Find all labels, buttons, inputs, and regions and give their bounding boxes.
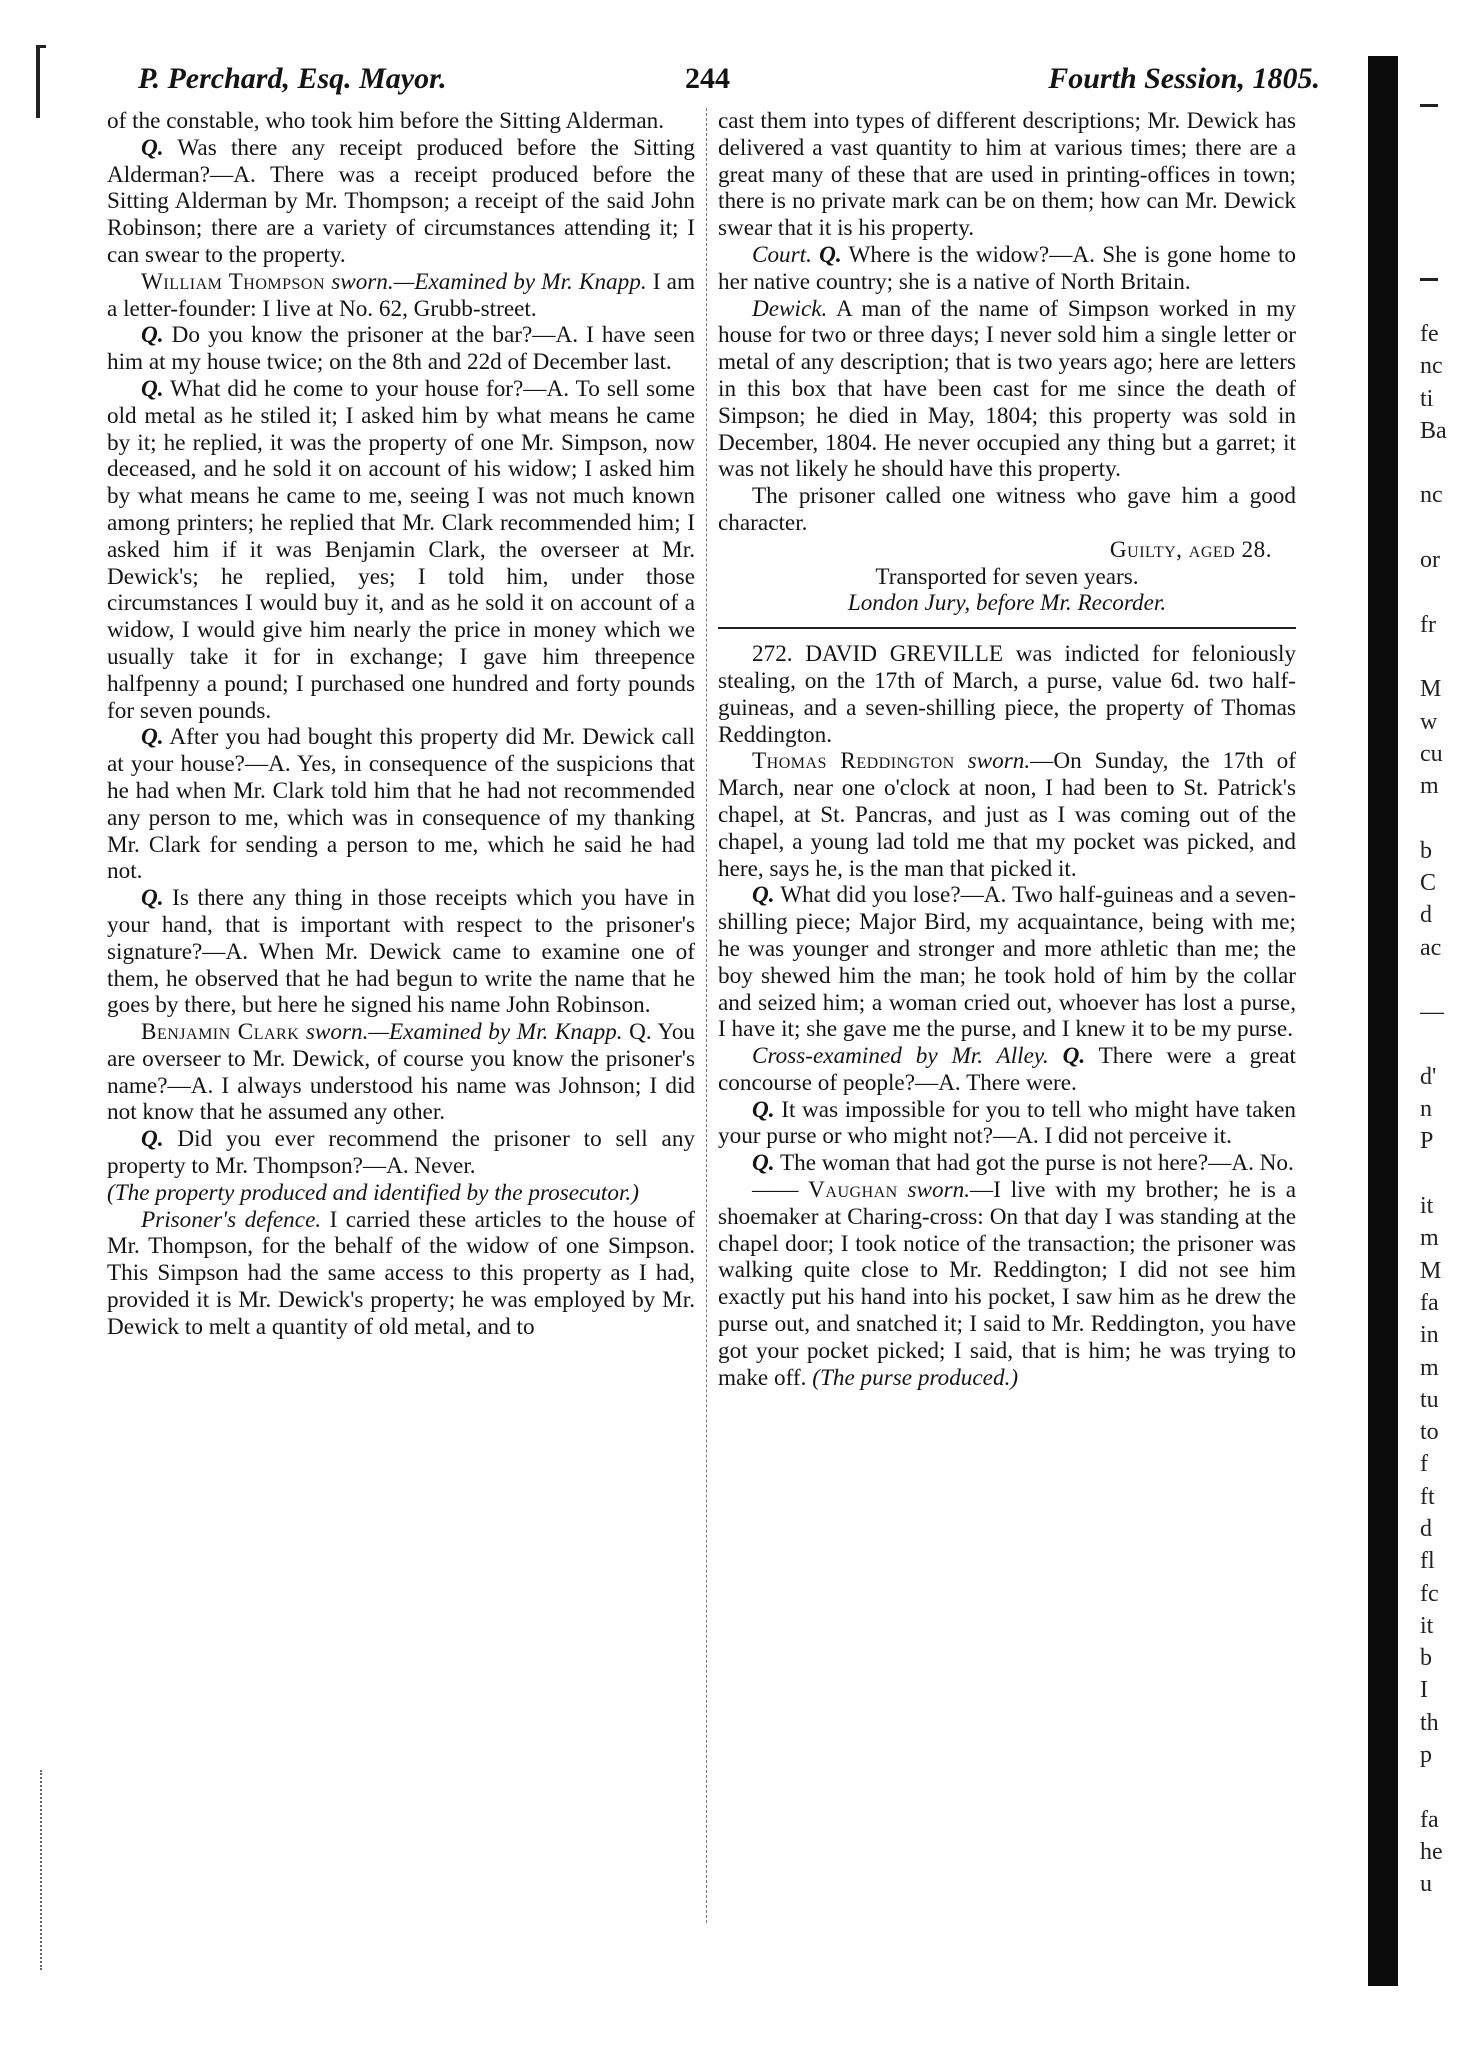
edge-fragment: nc [1420,482,1443,509]
sworn-label: sworn.—Examined by Mr. Knapp. [331,268,647,295]
question-mark-label: Q. [141,134,164,161]
speaker-label: Dewick. [752,295,828,322]
paragraph-text: There were a great concourse of people?—A. There were. [718,1043,1296,1096]
paragraph [718,1043,1296,1097]
paragraph [107,322,695,376]
paragraph [718,1150,1296,1177]
verdict: Guilty, aged 28. [1109,536,1272,563]
paragraph [718,108,1296,242]
sworn-label: sworn.—Examined by Mr. Knapp. [305,1019,623,1046]
question-mark-label: Q. [752,1150,775,1177]
edge-fragment: b [1420,1645,1432,1672]
name-dash: —— [752,1177,799,1204]
paragraph [718,483,1296,537]
paragraph-text: What did he come to your house for?—A. To sell some old metal as he stiled it; I asked him by what means he came by it; he replied, it was the property of one Mr. Simpson, now deceased, and he sold it on account of his widow; I asked him by what means he came to me, seeing I was not much known among printers; he replied that Mr. Clark recommended him; I asked him if it was Benjamin Clark, the overseer at Mr. Dewick's; he replied, yes; I told him, under those circumstances I would buy it, and as he sold it on account of a widow, I would give him nearly the price in money which we usually take it for in exchange; I gave him threepence halfpenny a pound; I purchased one hundred and forty pounds for seven pounds. [107,375,695,724]
case-divider [718,627,1296,629]
edge-fragment [1420,576,1457,608]
edge-fragment [1420,802,1457,834]
paragraph-text: Do you know the prisoner at the bar?—A. I have seen him at my house twice; on the 8th and 22d of December last. [107,322,696,376]
edge-fragment: b [1420,837,1432,864]
edge-fragment: n [1420,1096,1432,1123]
edge-fragment: fa [1420,1289,1439,1316]
paragraph-text: After you had bought this property did Mr. Dewick call at your house?—A. Yes, in consequence of the suspicions that he had when Mr. Clark told him that he had not recommended any person to me, which was in consequence of my thanking Mr. Clark for sending a person to me, which he said he had not. [107,724,695,885]
paragraph-text: What did you lose?—A. Two half-guineas and a seven-shilling piece; Major Bird, my acquaintance, being with me; he was younger and stronger and more athletic than me; the boy shewed him the man; he took hold of him by the collar and seized him; a woman cried out, whoever has lost a purse, I have it; she gave me the purse, and I knew it to be my purse. [718,882,1296,1043]
margin-marks [40,1770,50,1970]
paragraph [107,1019,695,1126]
paragraph [107,135,695,269]
paragraph-text: The woman that had got the purse is not here?—A. No. [779,1150,1294,1177]
edge-fragment: d [1420,902,1432,929]
paragraph [718,748,1296,882]
edge-fragment: ac [1420,934,1442,961]
left-column [107,108,695,1341]
edge-fragment: M [1420,676,1442,703]
sworn-label: sworn. [967,748,1031,775]
running-header [130,62,1320,102]
edge-fragment [1420,512,1457,544]
header-session: Fourth Session, 1805. [1048,62,1320,95]
witness-name: Thomas Reddington [752,748,955,775]
edge-fragment: in [1420,1322,1439,1349]
witness-name: William Thompson [141,268,326,295]
edge-fragment: d' [1420,1063,1437,1090]
paragraph [718,1177,1296,1391]
cross-exam-label: Cross-examined by Mr. Alley. [752,1043,1049,1070]
jury-line: London Jury, before Mr. Recorder. [847,590,1167,617]
edge-fragment: m [1420,1354,1439,1381]
edge-fragment: I [1420,1677,1428,1704]
edge-fragment [1420,447,1457,479]
paragraph [107,1207,695,1341]
edge-fragment: ft [1420,1483,1435,1510]
stage-direction: (The property produced and identified by the prosecutor.) [107,1179,639,1206]
paragraph [107,885,695,1019]
paragraph-text: —On Sunday, the 17th of March, near one o'clock at noon, I had been to St. Patrick's chapel, at St. Pancras, and just as I was coming out of the chapel, a young lad told me that my pocket was picked, and here, says he, is the man that picked it. [718,748,1296,882]
question-mark-label: Q. [141,322,164,349]
edge-fragment: fc [1420,1580,1439,1607]
edge-fragment [1420,641,1457,673]
edge-fragment: P [1420,1128,1434,1155]
right-column [718,108,1296,1391]
case-heading [718,641,1296,748]
paragraph [107,269,695,323]
header-mayor: P. Perchard, Esq. Mayor. [138,62,447,95]
sworn-label: sworn. [907,1177,971,1204]
edge-fragment [1420,964,1457,996]
paragraph-text: Is there any thing in those receipts which you have in your hand, that is important with respect to the prisoner's signature?—A. When Mr. Dewick came to examine one of them, he observed that he had begun to write the name that he goes by there, but here he signed his name John Robinson. [107,885,695,1019]
paragraph-text: Where is the widow?—A. She is gone home to her native country; she is a native of North Britain. [718,241,1296,295]
edge-fragment: to [1420,1419,1439,1446]
edge-fragment: he [1420,1838,1443,1865]
edge-fragment [1420,1771,1457,1803]
edge-fragment: M [1420,1257,1442,1284]
question-mark-label: Q. [752,882,775,909]
witness-name: Benjamin Clark [141,1019,300,1046]
defendant-name: DAVID GREVILLE [805,641,1004,668]
edge-dash [1420,104,1438,107]
edge-fragment: it [1420,1612,1434,1639]
page-number: 244 [685,62,730,95]
paragraph [718,1097,1296,1151]
speaker-label: Court. [752,241,812,268]
edge-fragment: it [1420,1193,1434,1220]
paragraph [718,296,1296,484]
question-mark-label: Q. [1062,1043,1086,1070]
paragraph-text: of the constable, who took him before the Sitting Alderman. [107,108,665,134]
paragraph-text: The prisoner called one witness who gave him a good character. [718,483,1296,536]
question-mark-label: Q. [752,1096,775,1123]
stage-direction: (The purse produced.) [812,1364,1019,1391]
edge-fragment: fr [1420,611,1436,638]
question-mark-label: Q. [141,375,164,402]
question-mark-label: Q. [141,1126,164,1153]
paragraph-text: It was impossible for you to tell who might have taken your purse or who might not?—A. I did not perceive it. [718,1096,1297,1150]
question-mark-label: Q. [819,241,842,268]
paragraph-text: Was there any receipt produced before the Sitting Alderman?—A. There was a receipt produced before the Sitting Alderman by Mr. Thompson; a receipt of the said John Robinson; there are a variety of circumstances attending it; I can swear to the property. [107,134,695,268]
facing-page-edge-text [1420,318,1457,1901]
paragraph [107,376,695,724]
paragraph-text: cast them into types of different descriptions; Mr. Dewick has delivered a vast quantity to him at various times; there are a great many of these that are used in printing-offices in town; there is no private mark can be on them; how can Mr. Dewick swear that it is his property. [718,108,1296,242]
defence-label: Prisoner's defence. [141,1206,322,1233]
edge-fragment: fa [1420,1806,1439,1833]
paragraph-text: was indicted for feloniously stealing, on the 17th of March, a purse, value 6d. two half-guineas, and a seven-shilling piece, the property of Thomas Reddington. [718,641,1297,748]
page-edge-bracket [36,45,46,118]
paragraph [107,1126,695,1180]
paragraph-text: —I live with my brother; he is a shoemaker at Charing-cross: On that day I was standing at the chapel door; I took notice of the transaction; the prisoner was walking quite close to Mr. Reddington; I did not see him exactly put his hand into his pocket, I saw him as he drew the purse out, and snatched it; I said to Mr. Reddington, you have got your pocket picked; I said, that is him; he was trying to make off. [718,1177,1297,1391]
binding-gutter-shadow [1368,56,1398,1986]
paragraph-text: I carried these articles to the house of Mr. Thompson, for the behalf of the widow of one Simpson. This Simpson had the same access to this property as I had, provided it is Mr. Dewick's property; he was employed by Mr. Dewick to melt a quantity of old metal, and to [107,1206,696,1340]
edge-dash [1420,278,1438,281]
paragraph-text: A man of the name of Simpson worked in my house for two or three days; I never sold him a single letter or metal of any description; that is two years ago; here are letters in this box that have been cast for me since the death of Simpson; he died in May, 1804; this property was sold in December, 1804. He never occupied any thing but a garret; it was not likely he should have this property. [718,295,1296,483]
paragraph [107,108,695,135]
edge-fragment [1420,1029,1457,1061]
paragraph [718,882,1296,1043]
edge-fragment: m [1420,773,1439,800]
edge-fragment: p [1420,1742,1432,1769]
edge-fragment: u [1420,1871,1432,1898]
witness-name: Vaughan [808,1177,898,1204]
edge-fragment: ti [1420,385,1434,412]
question-mark-label: Q. [141,885,164,912]
edge-fragment: tu [1420,1386,1439,1413]
edge-fragment: or [1420,547,1440,574]
edge-fragment: fe [1420,321,1439,347]
question-mark-label: Q. [141,724,164,751]
edge-fragment: th [1420,1709,1439,1736]
edge-fragment: w [1420,708,1438,735]
paragraph-text: Did you ever recommend the prisoner to sell any property to Mr. Thompson?—A. Never. [107,1126,696,1180]
paragraph-text: I am a letter-founder: I live at No. 62, Grubb-street. [107,268,696,322]
edge-fragment: f [1420,1451,1428,1478]
paragraph [107,724,695,885]
edge-fragment: nc [1420,353,1443,380]
paragraph-text: Q. You are overseer to Mr. Dewick, of course you know the prisoner's name?—A. I always understood his name was Johnson; I did not know that he assumed any other. [107,1019,696,1126]
paragraph [718,242,1296,296]
edge-fragment: d [1420,1515,1432,1542]
edge-fragment: — [1420,999,1444,1026]
case-number: 272. [752,641,793,668]
edge-fragment: C [1420,870,1437,897]
edge-fragment: m [1420,1225,1439,1252]
sentence: Transported for seven years. [875,563,1139,590]
column-divider [706,108,707,1923]
edge-fragment: fl [1420,1548,1435,1575]
edge-fragment: cu [1420,740,1443,767]
edge-fragment [1420,1158,1457,1190]
edge-fragment: Ba [1420,417,1447,444]
